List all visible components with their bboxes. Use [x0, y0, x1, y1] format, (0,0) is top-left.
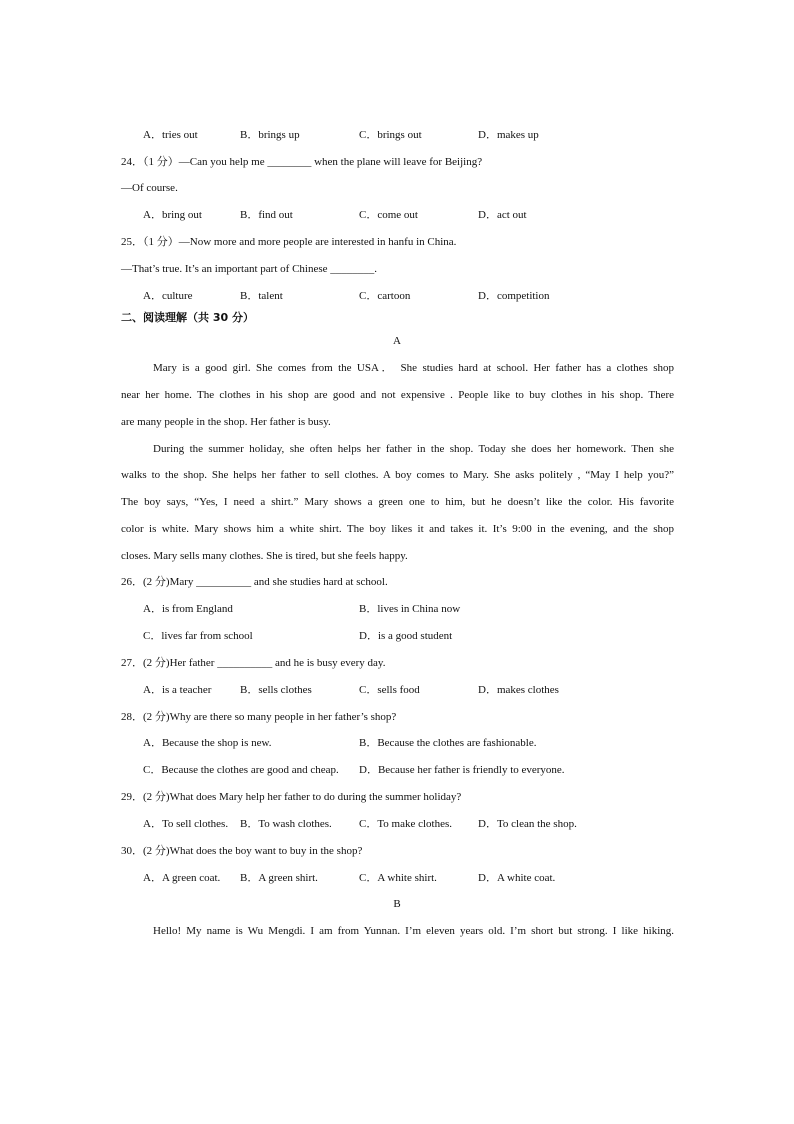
q24-option-a: A．bring out: [143, 209, 202, 221]
q26-option-c: C．lives far from school: [143, 630, 253, 642]
q28-option-b: B．Because the clothes are fashionable.: [359, 737, 537, 749]
q27-option-d: D．makes clothes: [478, 684, 559, 696]
q29-stem: 29．(2 分)What does Mary help her father to do during the summer holiday?: [121, 791, 462, 803]
q27-stem: 27．(2 分)Her father __________ and he is busy every day.: [121, 657, 386, 669]
q25-reply: —That’s true. It’s an important part of Chinese ________.: [121, 263, 378, 275]
q28-option-c: C．Because the clothes are good and cheap.: [143, 764, 339, 776]
q27-option-c: C．sells food: [359, 684, 420, 696]
q29-option-c: C．To make clothes.: [359, 818, 453, 830]
q30-option-a: A．A green coat.: [143, 872, 221, 884]
passage-a-p2-line3: The boy says, “Yes, I need a shirt.” Mary shows a green one to him, but he doesn’t like the color. His favorite: [121, 496, 674, 508]
q30-stem: 30．(2 分)What does the boy want to buy in the shop?: [121, 845, 363, 857]
passage-b-label: B: [393, 898, 401, 910]
q30-option-c: C．A white shirt.: [359, 872, 437, 884]
passage-a-p2-line1: During the summer holiday, she often helps her father in the shop. Today she does her homework. Then she: [153, 443, 674, 455]
q25-option-a: A．culture: [143, 290, 193, 302]
q26-option-d: D．is a good student: [359, 630, 453, 642]
q26-option-a: A．is from England: [143, 603, 233, 615]
q28-option-a: A．Because the shop is new.: [143, 737, 272, 749]
q25-option-d: D．competition: [478, 290, 550, 302]
q23-option-d: D．makes up: [478, 129, 539, 141]
q27-option-a: A．is a teacher: [143, 684, 212, 696]
passage-a-label: A: [393, 335, 401, 347]
q28-stem: 28．(2 分)Why are there so many people in her father’s shop?: [121, 711, 397, 723]
q29-option-d: D．To clean the shop.: [478, 818, 577, 830]
q23-option-c: C．brings out: [359, 129, 422, 141]
q26-stem: 26．(2 分)Mary __________ and she studies hard at school.: [121, 576, 388, 588]
q27-option-b: B．sells clothes: [240, 684, 312, 696]
q23-option-a: A．tries out: [143, 129, 198, 141]
q24-reply: —Of course.: [121, 182, 178, 194]
q25-option-b: B．talent: [240, 290, 283, 302]
q25-option-c: C．cartoon: [359, 290, 411, 302]
passage-a-p2-line2: walks to the shop. She helps her father to sell clothes. A boy comes to Mary. She asks politely , “May I help you?”: [121, 469, 674, 481]
q24-option-d: D．act out: [478, 209, 527, 221]
q30-option-d: D．A white coat.: [478, 872, 556, 884]
passage-a-p1-line1: Mary is a good girl. She comes from the USA． She studies hard at school. Her father has a clothes shop: [153, 362, 674, 374]
q29-option-b: B．To wash clothes.: [240, 818, 332, 830]
q30-option-b: B．A green shirt.: [240, 872, 318, 884]
q24-option-b: B．find out: [240, 209, 293, 221]
q26-option-b: B．lives in China now: [359, 603, 461, 615]
passage-a-p2-line5: closes. Mary sells many clothes. She is tired, but she feels happy.: [121, 550, 408, 562]
q24-option-c: C．come out: [359, 209, 418, 221]
q29-option-a: A．To sell clothes.: [143, 818, 229, 830]
passage-a-p1-line3: are many people in the shop. Her father is busy.: [121, 416, 331, 428]
section-heading: 二、阅读理解（共 30 分）: [121, 311, 254, 324]
passage-b-p1-line1: Hello! My name is Wu Mengdi. I am from Yunnan. I’m eleven years old. I’m short but strong. I like hiking.: [153, 925, 674, 937]
passage-a-p1-line2: near her home. The clothes in his shop are good and not expensive . People like to buy clothes in his shop. There: [121, 389, 674, 401]
q28-option-d: D．Because her father is friendly to everyone.: [359, 764, 565, 776]
q25-stem: 25．（1 分）—Now more and more people are interested in hanfu in China.: [121, 236, 457, 248]
q23-option-b: B．brings up: [240, 129, 300, 141]
passage-a-p2-line4: color is white. Mary shows him a white shirt. The boy likes it and takes it. It’s 9:00 in the evening, and the shop: [121, 523, 674, 535]
q24-stem: 24．（1 分）—Can you help me ________ when the plane will leave for Beijing?: [121, 156, 483, 168]
